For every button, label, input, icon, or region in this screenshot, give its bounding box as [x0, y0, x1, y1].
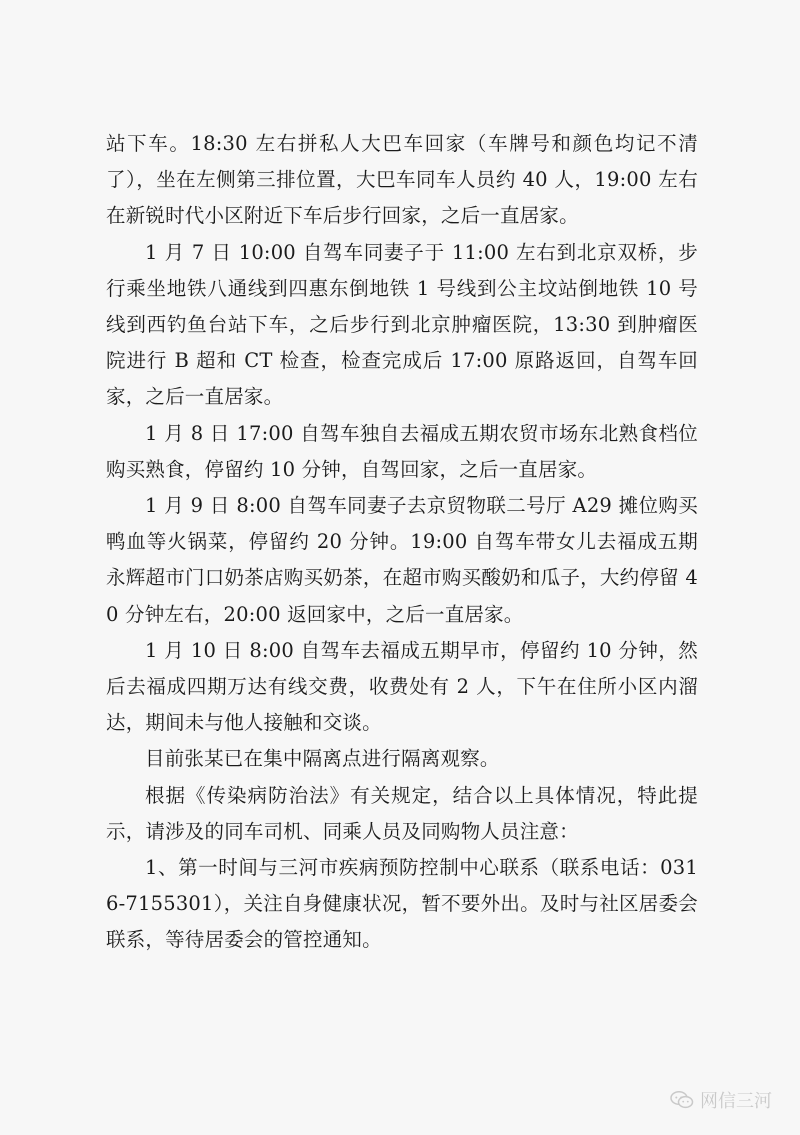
- paragraph-1: 站下车。18:30 左右拼私人大巴车回家（车牌号和颜色均记不清了），坐在左侧第三排位置，大巴车同车人员约 40 人，19:00 左右在新锐时代小区附近下车后步行回家，之后一直居家。: [106, 132, 698, 228]
- paragraph-2: 1 月 7 日 10:00 自驾车同妻子于 11:00 左右到北京双桥，步行乘坐地铁八通线到四惠东倒地铁 1 号线到公主坟站倒地铁 10 号线到西钓鱼台站下车，之后步行到北京肿瘤医院，13:30 到肿瘤医院进行 B 超和 CT 检查，检查完成后 17:00 原路返回，自驾车回家，之后一直居家。: [106, 240, 698, 409]
- paragraph-8: 1、第一时间与三河市疾病预防控制中心联系（联系电话：0316-7155301），关注自身健康状况，暂不要外出。及时与社区居委会联系，等待居委会的管控通知。: [106, 856, 698, 952]
- paragraph-5: 1 月 10 日 8:00 自驾车去福成五期早市，停留约 10 分钟，然后去福成四期万达有线交费，收费处有 2 人，下午在住所小区内溜达，期间未与他人接触和交谈。: [106, 638, 698, 735]
- watermark: [670, 1087, 772, 1113]
- wechat-icon: [670, 1090, 694, 1110]
- watermark-text: 网信三河: [700, 1091, 772, 1112]
- paragraph-3: 1 月 8 日 17:00 自驾车独自去福成五期农贸市场东北熟食档位购买熟食，停留约 10 分钟，自驾回家，之后一直居家。: [106, 421, 698, 481]
- paragraph-4: 1 月 9 日 8:00 自驾车同妻子去京贸物联二号厅 A29 摊位购买鸭血等火锅菜，停留约 20 分钟。19:00 自驾车带女儿去福成五期永辉超市门口奶茶店购买奶茶，在超市购买酸奶和瓜子，大约停留 40 分钟左右，20:00 返回家中，之后一直居家。: [106, 494, 698, 626]
- document-body: [106, 126, 698, 959]
- paragraph-7: 根据《传染病防治法》有关规定，结合以上具体情况，特此提示，请涉及的同车司机、同乘人员及同购物人员注意：: [106, 783, 698, 843]
- paragraph-6: 目前张某已在集中隔离点进行隔离观察。: [145, 747, 500, 771]
